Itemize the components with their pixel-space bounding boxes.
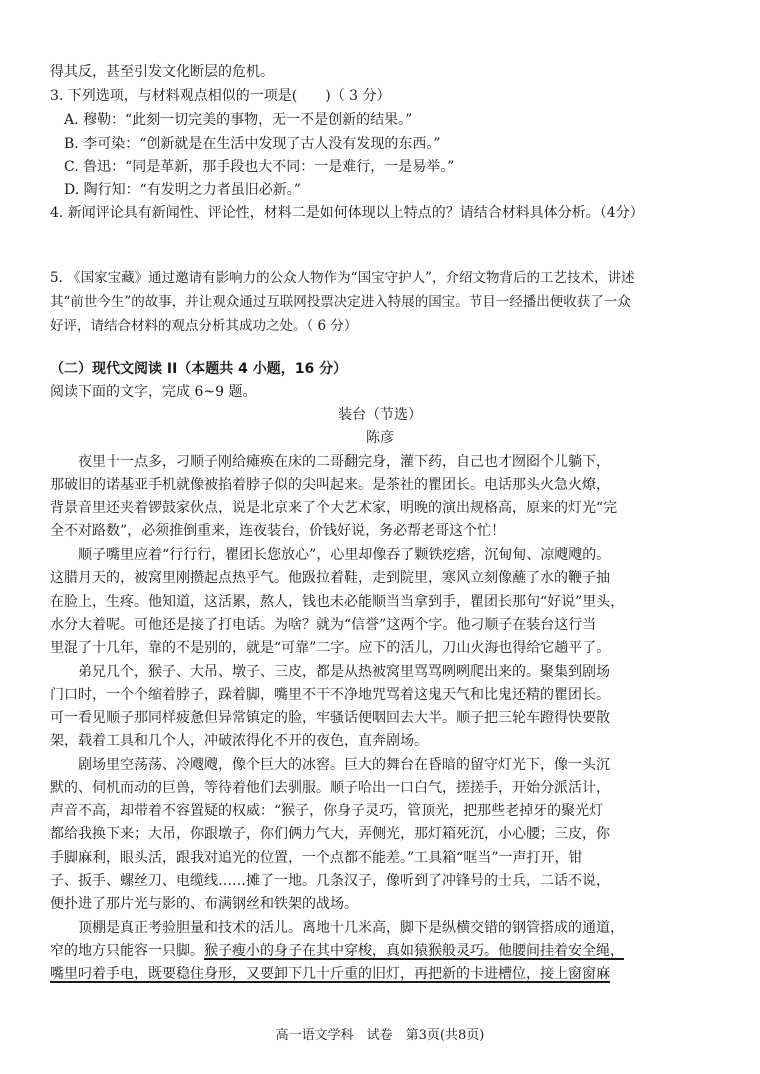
question-5-line: 好评，请结合材料的观点分析其成功之处。（ 6 分） xyxy=(50,318,358,334)
question-5-line: 其“前世今生”的故事，并让观众通过互联网投票决定进入特展的国宝。节目一经播出便收获了一众 xyxy=(50,294,631,310)
article-line: 便扑进了那片光与影的、布满钢丝和铁架的战场。 xyxy=(50,896,358,912)
article-line: 里混了十几年，靠的不是别的，就是“可靠”二字。应下的活儿，刀山火海也得给它趟平了。 xyxy=(50,640,611,656)
article-line: 架，载着工具和几个人，冲破浓得化不开的夜色，直奔剧场。 xyxy=(50,733,428,749)
article-line: 夜里十一点多，刁顺子刚给瘫痪在床的二哥翻完身，灌下药，自己也才囫囵个儿躺下， xyxy=(78,454,610,470)
article-line: 弟兄几个，猴子、大吊、墩子、三皮，都是从热被窝里骂骂咧咧爬出来的。聚集到剧场 xyxy=(78,664,610,680)
article-title: 装台（节选） xyxy=(338,407,422,423)
option-b: B. 李可染：“创新就是在生活中发现了古人没有发现的东西。” xyxy=(64,136,441,152)
article-line: 可一看见顺子那同样疲惫但异常镇定的脸，牢骚话便咽回去大半。顺子把三轮车蹬得快要散 xyxy=(50,710,610,726)
article-line: 声音不高，却带着不容置疑的权威：“猴子，你身子灵巧，管顶光，把那些老掉牙的聚光灯 xyxy=(50,803,604,819)
article-line: 全不对路数”，必须推倒重来，连夜装台，价钱好说，务必帮老哥这个忙！ xyxy=(50,523,506,539)
option-a: A. 穆勒：“此刻一切完美的事物，无一不是创新的结果。” xyxy=(64,112,413,128)
text-line: 得其反，甚至引发文化断层的危机。 xyxy=(50,64,274,80)
article-line: 顶棚是真正考验胆量和技术的活儿。离地十几米高，脚下是纵横交错的钢管搭成的通道， xyxy=(78,920,624,936)
article-text: 窄的地方只能容一只脚。 xyxy=(50,943,204,959)
page-footer: 高一语文学科 试卷 第3页(共8页) xyxy=(275,1028,485,1043)
question-5-line: 5. 《国家宝藏》通过邀请有影响力的公众人物作为“国宝守护人”，介绍文物背后的工艺技术，讲述 xyxy=(50,270,635,286)
option-c: C. 鲁迅：“同是革新，那手段也大不同：一是难行，一是易举。” xyxy=(64,159,455,175)
article-line: 门口时，一个个缩着脖子，跺着脚，嘴里不干不净地咒骂着这鬼天气和比鬼还精的瞿团长。 xyxy=(50,687,610,703)
article-line: 那破旧的诺基亚手机就像被掐着脖子似的尖叫起来。是茶社的瞿团长。电话那头火急火燎， xyxy=(50,477,610,493)
reading-instruction: 阅读下面的文字，完成 6~9 题。 xyxy=(50,384,257,400)
article-line: 背景音里还夹着锣鼓家伙点，说是北京来了个大艺术家，明晚的演出规格高，原来的灯光“完 xyxy=(50,500,618,516)
article-author: 陈彦 xyxy=(366,430,394,446)
article-line: 都给我换下来；大吊，你跟墩子，你们俩力气大，弄侧光，那灯箱死沉，小心腰；三皮，你 xyxy=(50,826,610,842)
article-line: 子、扳手、螺丝刀、电缆线……摊了一地。几条汉子，像听到了冲锋号的士兵，二话不说， xyxy=(50,873,610,889)
article-line: 手脚麻利，眼头活，跟我对追光的位置，一个点都不能差。”工具箱“哐当”一声打开，钳 xyxy=(50,850,583,866)
underlined-sentence: 嘴里叼着手电，既要稳住身形，又要卸下几十斤重的旧灯，再把新的卡进槽位，接上窗窗麻 xyxy=(50,966,610,982)
option-d: D. 陶行知：“有发明之力者虽旧必新。” xyxy=(64,182,301,198)
article-line xyxy=(50,941,624,961)
article-line: 剧场里空荡荡、冷飕飕，像个巨大的冰窖。巨大的舞台在昏暗的留守灯光下，像一头沉 xyxy=(78,757,610,773)
underlined-sentence: 猴子瘦小的身子在其中穿梭，真如猿猴般灵巧。他腰间挂着安全绳， xyxy=(204,943,624,959)
article-line: 在脸上，生疼。他知道，这活累，熬人，钱也未必能顺当当拿到手，瞿团长那句“好说”里头， xyxy=(50,594,625,610)
question-4-stem: 4. 新闻评论具有新闻性、评论性，材料二是如何体现以上特点的？请结合材料具体分析。（4分） xyxy=(50,205,644,221)
article-line: 这腊月天的，被窝里刚攒起点热乎气。他趿拉着鞋，走到院里，寒风立刻像蘸了水的鞭子抽 xyxy=(50,570,610,586)
article-line: 默的、伺机而动的巨兽，等待着他们去驯服。顺子哈出一口白气，搓搓手，开始分派活计， xyxy=(50,780,610,796)
question-3-stem: 3. 下列选项，与材料观点相似的一项是( )（ 3 分） xyxy=(50,88,391,104)
section-heading: （二）现代文阅读 II（本题共 4 小题，16 分） xyxy=(50,361,348,377)
article-line: 水分大着呢。可他还是接了打电话。为啥？就为“信誉”这两个字。他刁顺子在装台这行当 xyxy=(50,617,597,633)
article-line: 顺子嘴里应着“行行行，瞿团长您放心”，心里却像吞了颗铁疙瘩，沉甸甸、凉飕飕的。 xyxy=(78,547,611,563)
